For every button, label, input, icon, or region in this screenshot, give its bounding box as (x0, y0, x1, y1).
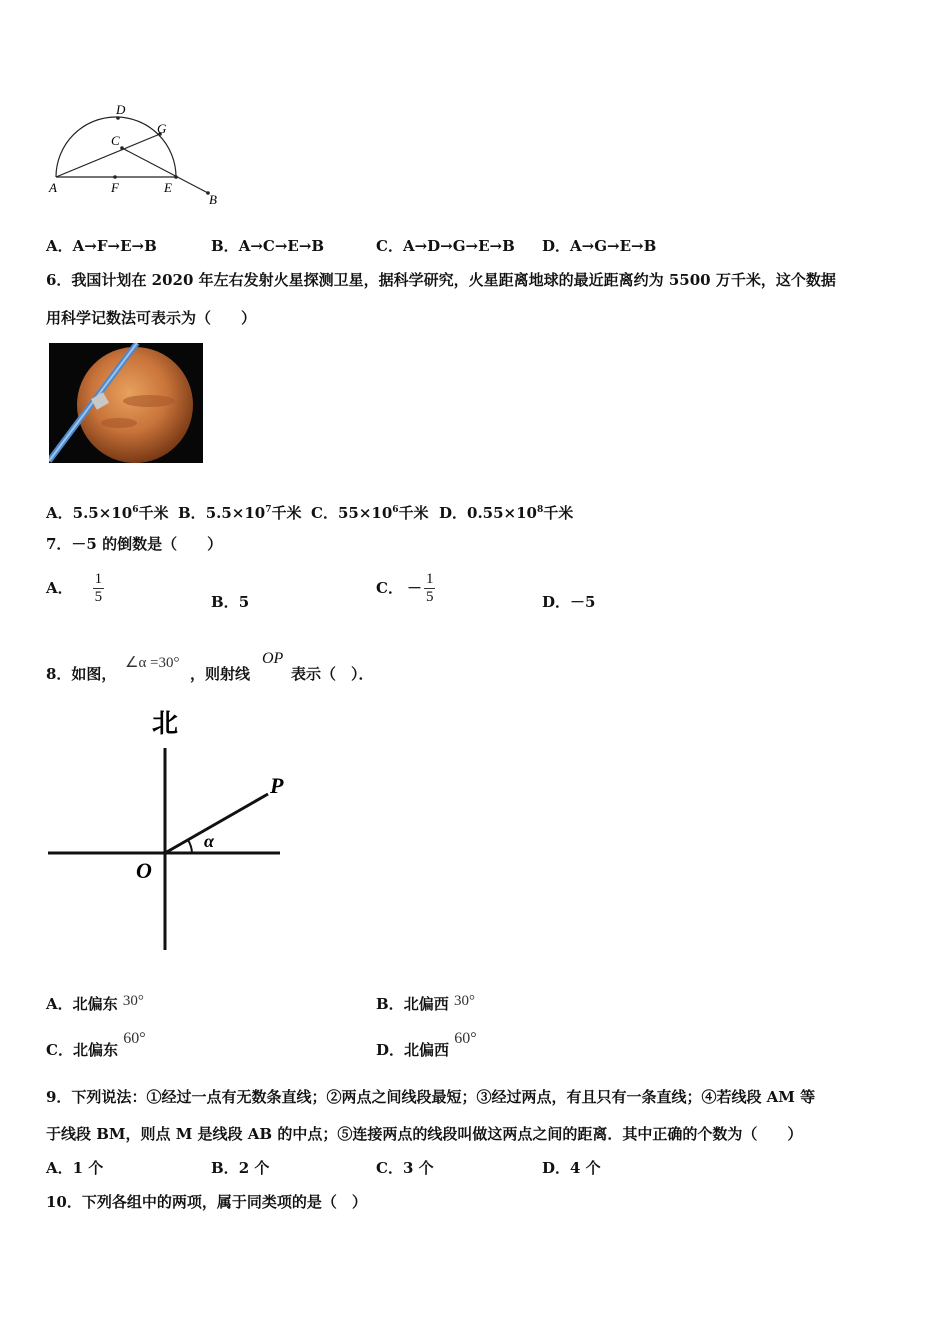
label-D: D (116, 102, 126, 117)
fraction: $\frac{1}{5}$ (425, 570, 434, 605)
q9-option-d[interactable]: D．4 个 (542, 1159, 601, 1177)
label-B: B (209, 192, 217, 207)
label-G: G (157, 121, 167, 136)
q7-stem: 7．－5 的倒数是（ ） (46, 535, 223, 553)
q5-option-d[interactable]: D．A→G→E→B (542, 237, 657, 255)
north-label: 北 (152, 709, 179, 738)
q6-option-d[interactable]: D．$0.55\times 10^8$千米 (439, 504, 574, 522)
q7-option-a[interactable]: A． $\frac{1}{5}$ (46, 570, 103, 605)
label-alpha: α (204, 831, 214, 851)
q9-option-c[interactable]: C．3 个 (376, 1159, 434, 1177)
q8-angle-expr: ∠α =30° (125, 655, 180, 671)
q8-option-c[interactable]: C．北偏东 60° (46, 1030, 146, 1059)
q9-option-a[interactable]: A．1 个 (46, 1159, 104, 1177)
q7-option-c[interactable]: C． － $\frac{1}{5}$ (376, 570, 434, 605)
q8-stem-suffix: 表示（ ）． (291, 665, 374, 683)
label-E: E (164, 180, 172, 195)
q5-option-b[interactable]: B．A→C→E→B (211, 237, 325, 255)
q7-option-d[interactable]: D．－5 (542, 593, 596, 611)
q8-compass-figure (40, 700, 300, 960)
mars-photo (49, 343, 203, 463)
q9-option-b[interactable]: B．2 个 (211, 1159, 270, 1177)
q8-option-d[interactable]: D．北偏西 60° (376, 1030, 477, 1059)
q5-semicircle-figure (40, 100, 240, 210)
q8-option-b[interactable]: B．北偏西 30° (376, 993, 475, 1013)
label-O: O (136, 858, 152, 883)
q10-stem: 10．下列各组中的两项，属于同类项的是（ ） (46, 1193, 367, 1211)
label-A: A (49, 180, 57, 195)
q9-stem-line1: 9．下列说法：①经过一点有无数条直线；②两点之间线段最短；③经过两点，有且只有一条直线；④若线段 AM 等 (46, 1088, 816, 1106)
q6-option-a[interactable]: A．$5.5\times 10^6$千米 (46, 504, 169, 522)
q6-option-c[interactable]: C．$55\times 10^6$千米 (311, 504, 429, 522)
label-C: C (111, 133, 120, 148)
fraction: $\frac{1}{5}$ (94, 570, 103, 605)
q8-ray: OP (262, 650, 284, 667)
label-P: P (270, 773, 284, 798)
q8-stem-mid: ，则射线 (190, 665, 251, 683)
q5-option-c[interactable]: C．A→D→G→E→B (376, 237, 515, 255)
q6-stem-line2: 用科学记数法可表示为（ ） (46, 309, 257, 327)
q6-stem-line1: 6．我国计划在 2020 年左右发射火星探测卫星，据科学研究，火星距离地球的最近距离约为 5500 万千米，这个数据 (46, 271, 836, 289)
q6-option-b[interactable]: B．$5.5\times 10^7$千米 (178, 504, 302, 522)
q8-option-a[interactable]: A．北偏东 30° (46, 993, 144, 1013)
label-F: F (111, 180, 119, 195)
q9-stem-line2: 于线段 BM，则点 M 是线段 AB 的中点；⑤连接两点的线段叫做这两点之间的距离．其中正确的个数为（ ） (46, 1125, 803, 1143)
q5-option-a[interactable]: A．A→F→E→B (46, 237, 157, 255)
q8-stem-prefix: 8．如图， (46, 665, 117, 683)
q7-option-b[interactable]: B．5 (211, 593, 250, 611)
